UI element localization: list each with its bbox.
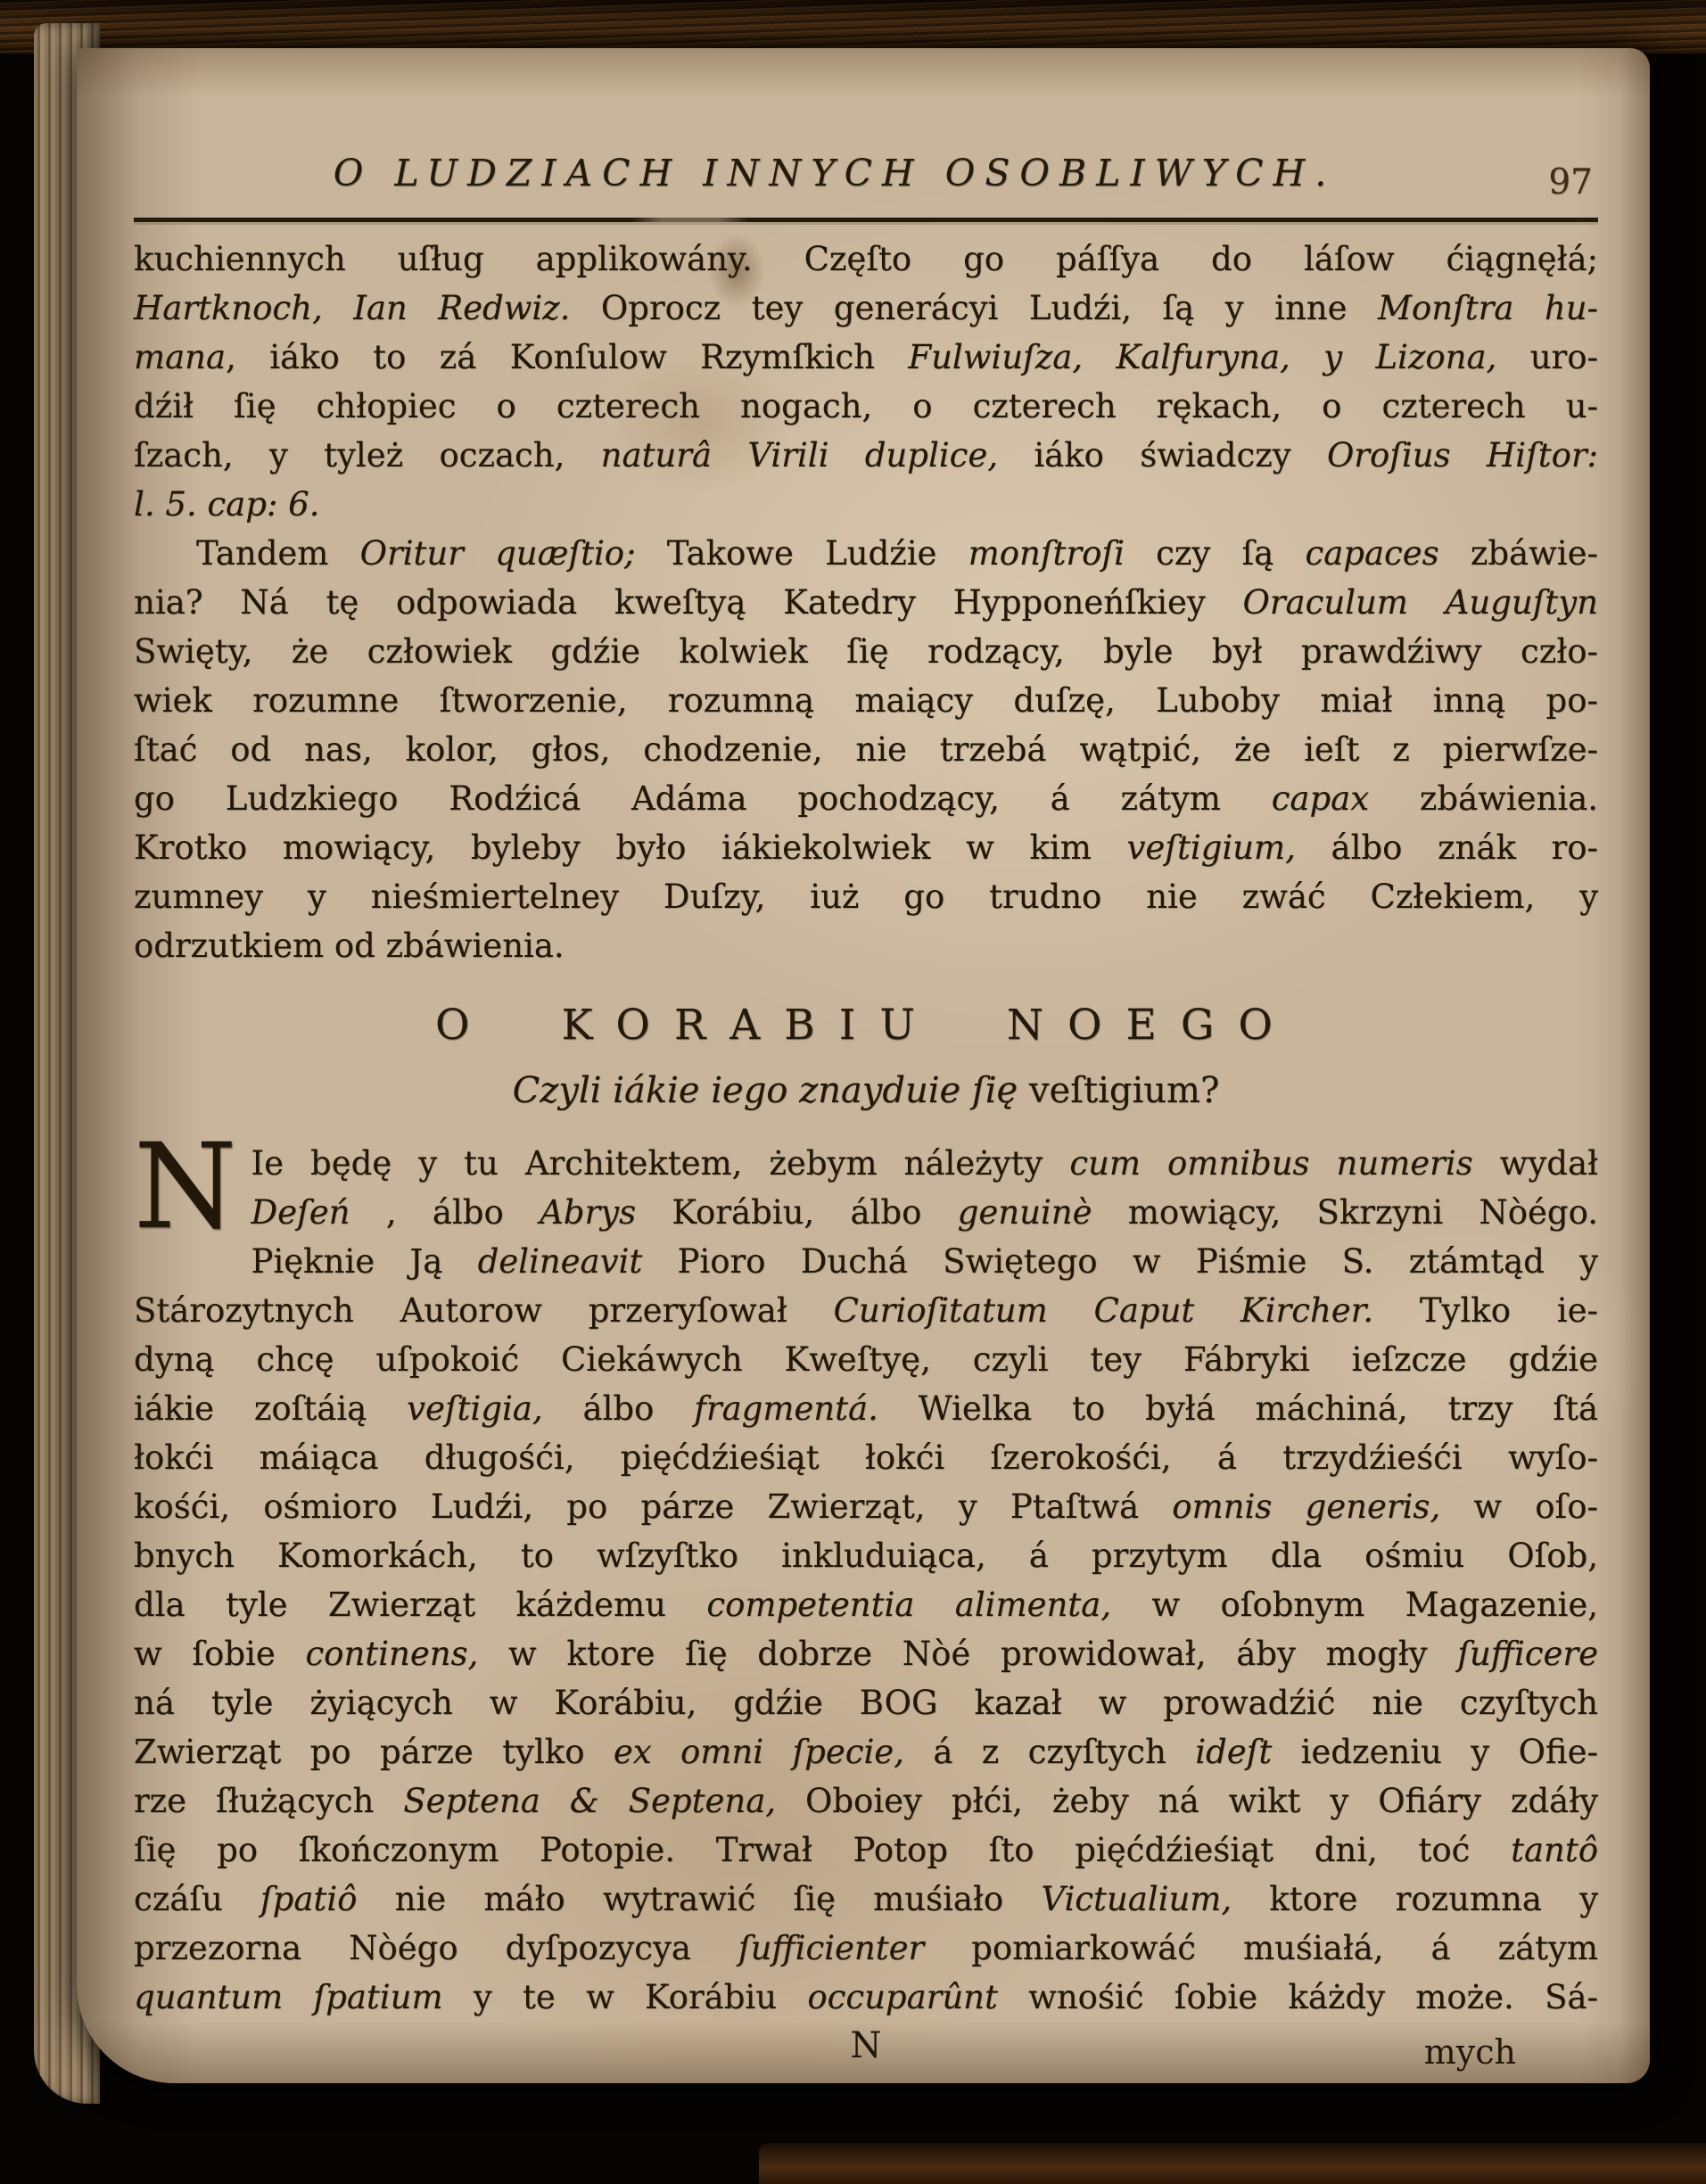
section-block: [134, 1001, 1598, 1114]
body-paragraph: [134, 529, 1598, 970]
text-line: Swięty, że człowiek gdźie kolwiek ſię rodzący, byle był prawdźiwy czło-: [134, 632, 1598, 671]
text-line: Deſeń , álbo Abrys Korábiu, álbo genuinè mowiący, Skrzyni Nòégo.: [251, 1193, 1598, 1232]
drop-cap: N: [134, 1118, 237, 1256]
text-line: Stározytnych Autorow przeryſował Curioſitatum Caput Kircher. Tylko ie-: [134, 1291, 1598, 1330]
page-number: 97: [1548, 162, 1593, 202]
text-line: rze ſłużących Septena & Septena, Oboiey płći, żeby ná wikt y Ofiáry zdáły: [134, 1782, 1598, 1820]
text-line: nia? Ná tę odpowiada kweſtyą Katedry Hypponeńſkiey Oraculum Auguſtyn: [134, 583, 1598, 622]
text-line: Zwierząt po párze tylko ex omni ſpecie, á z czyſtych ideſt iedzeniu y Ofie-: [134, 1733, 1598, 1771]
text-line: Czyli iákie iego znayduie ſię veſtigium?: [512, 1070, 1220, 1111]
text-line: quantum ſpatium y te w Korábiu occuparûnt wnośić ſobie káżdy może. Sá-: [134, 1978, 1598, 2016]
running-head: [134, 152, 1598, 203]
text-line: dyną chcę uſpokoić Ciekáwych Kweſtyę, czyli tey Fábryki ieſzcze gdźie: [134, 1340, 1598, 1379]
text-line: w ſobie continens, w ktore ſię dobrze Nòé prowidował, áby mogły ſufficere: [134, 1635, 1599, 1673]
text-line: l. 5. cap: 6.: [134, 485, 320, 523]
body-paragraph: [134, 1118, 1599, 2022]
text-line: wiek rozumne ſtworzenie, rozumną maiący duſzę, Luboby miał inną po-: [134, 681, 1598, 720]
text-line: go Ludzkiego Rodźicá Adáma pochodzący, á zátym capax zbáwienia.: [134, 779, 1599, 818]
text-line: odrzutkiem od zbáwienia.: [134, 927, 565, 965]
text-line: Krotko mowiący, byleby było iákiekolwiek w kim veſtigium, álbo znák ro-: [134, 828, 1599, 867]
text-line: Pięknie Ją delineavit Pioro Duchá Swiętego w Piśmie S. ztámtąd y: [251, 1242, 1598, 1281]
text-line: kośći, ośmioro Ludźi, po párze Zwierząt, y Ptaſtwá omnis generis, w oſo-: [134, 1488, 1598, 1526]
catchword: mych: [1423, 2032, 1516, 2072]
text-line: przezorna Nòégo dyſpozycya ſufficienter pomiarkowáć muśiałá, á zátym: [134, 1929, 1598, 1967]
text-line: ná tyle żyiących w Korábiu, gdźie BOG kazał w prowadźić nie czyſtych: [134, 1684, 1598, 1722]
text-line: iákie zoſtáią veſtigia, álbo fragmentá. Wielka to byłá máchiná, trzy ſtá: [134, 1389, 1598, 1428]
body-paragraph: [134, 235, 1598, 529]
text-line: łokći máiąca długośći, pięćdźieśiąt łokći ſzerokośći, á trzydźieśći wyſo-: [134, 1438, 1598, 1477]
text-line: Tandem Oritur quæſtio; Takowe Ludźie monſtroſi czy ſą capaces zbáwie-: [196, 534, 1598, 573]
text-line: Ie będę y tu Architektem, żebym náleżyty cum omnibus numeris wydał: [251, 1144, 1598, 1183]
section-heading: O KORABIU NOEGO: [435, 1001, 1297, 1050]
text-line: mana, iáko to zá Konſulow Rzymſkich Fulwiuſza, Kalfuryna, y Lizona, uro-: [134, 338, 1598, 376]
book-page: [77, 48, 1650, 2083]
text-line: ſtać od nas, kolor, głos, chodzenie, nie trzebá wątpić, że ieſt z pierwſze-: [134, 730, 1598, 769]
text-line: dla tyle Zwierząt káżdemu competentia alimenta, w oſobnym Magazenie,: [134, 1586, 1598, 1624]
text-line: Hartknoch, Ian Redwiz. Oprocz tey generácyi Ludźi, ſą y inne Monſtra hu-: [134, 289, 1599, 327]
body-text-bottom: [134, 1118, 1599, 2022]
body-text-top: [134, 235, 1598, 970]
book-cover-edge: [759, 2143, 1706, 2184]
signature-mark: N: [850, 2025, 882, 2066]
section-subtitle: [134, 1067, 1598, 1114]
body-paragraph: [134, 1067, 1598, 1114]
text-line: czáſu ſpatiô nie máło wytrawić ſię muśiało Victualium, ktore rozumna y: [134, 1880, 1598, 1918]
page-content: [134, 48, 1598, 2077]
text-line: kuchiennych uſług applikowány. Częſto go páſſya do láſow ćiągnęłá;: [134, 240, 1598, 278]
page-title: O LUDZIACH INNYCH OSOBLIWYCH.: [333, 152, 1337, 194]
page-footer: [134, 2025, 1598, 2077]
text-line: ſię po ſkończonym Potopie. Trwał Potop ſto pięćdźieśiąt dni, toć tantô: [134, 1831, 1598, 1869]
text-line: bnych Komorkách, to wſzyſtko inkluduiąca, á przytym dla ośmiu Oſob,: [134, 1537, 1598, 1575]
header-rule: [134, 218, 1598, 222]
text-line: dźił ſię chłopiec o czterech nogach, o czterech rękach, o czterech u-: [134, 387, 1598, 425]
text-line: zumney y nieśmiertelney Duſzy, iuż go trudno nie zwáć Człekiem, y: [134, 878, 1598, 916]
text-line: ſzach, y tyleż oczach, naturâ Virili duplice, iáko świadczy Oroſius Hiſtor:: [134, 436, 1599, 474]
book-top-edge: [0, 0, 1706, 54]
